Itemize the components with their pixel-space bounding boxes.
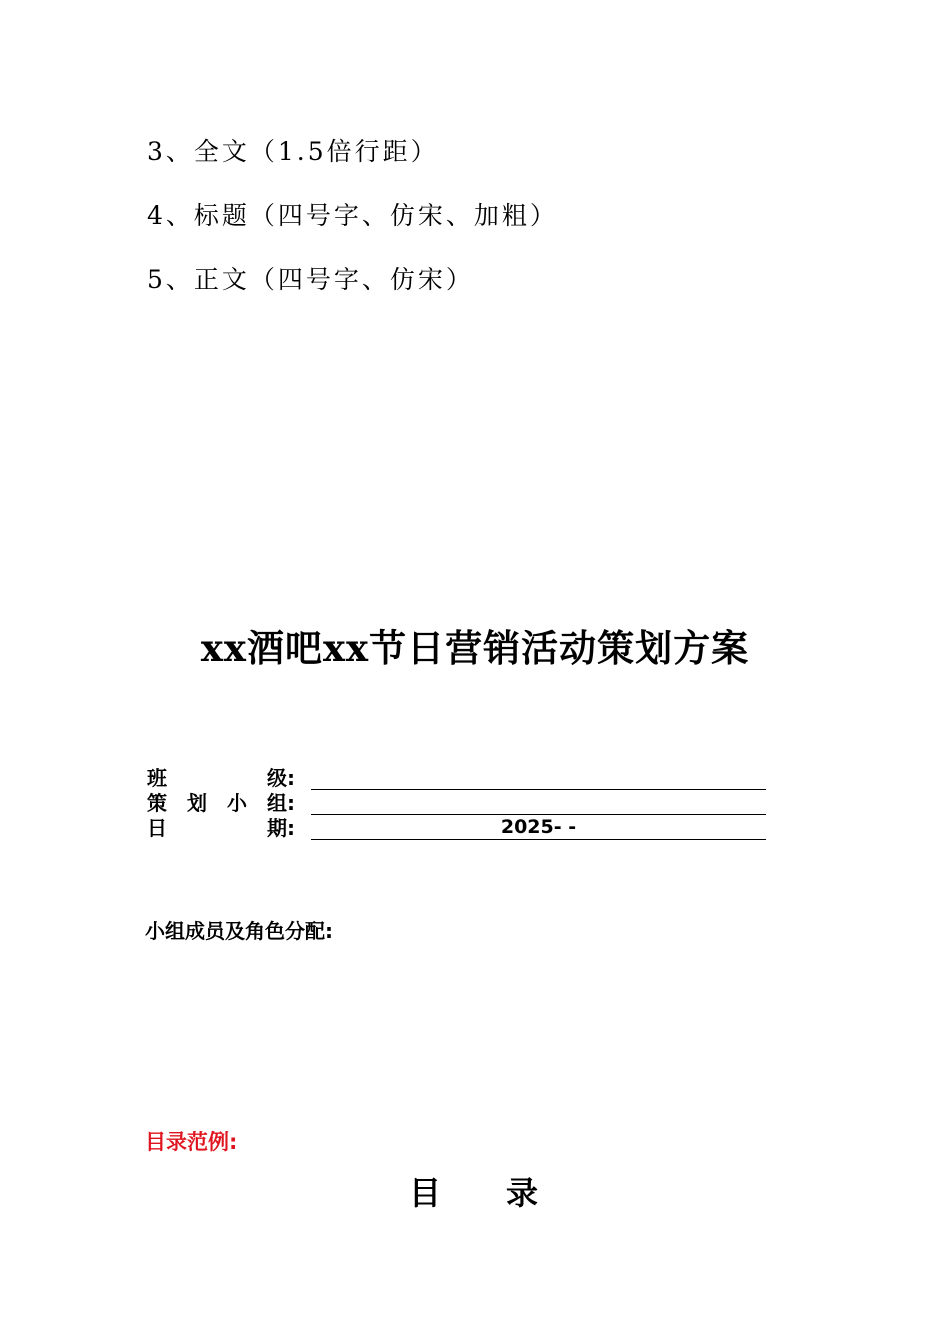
format-rule-body-font: 5、正文（四号字、仿宋） xyxy=(147,265,474,294)
date-label-char: 日 xyxy=(147,816,167,840)
class-label-char: 级 xyxy=(267,766,287,790)
toc-example-label: 目录范例: xyxy=(145,1130,238,1154)
date-label-char: 期 xyxy=(267,816,287,840)
format-rule-line-spacing: 3、全文（1.5倍行距） xyxy=(147,137,439,166)
toc-heading xyxy=(409,1168,538,1214)
toc-heading-char: 目 xyxy=(409,1174,442,1212)
date-label xyxy=(147,816,287,840)
plan-title: xx酒吧xx节日营销活动策划方案 xyxy=(200,626,750,670)
class-label xyxy=(147,766,287,790)
group-label-char: 组 xyxy=(267,791,287,815)
format-rule-title-font: 4、标题（四号字、仿宋、加粗） xyxy=(147,201,558,230)
date-colon: : xyxy=(287,816,295,840)
info-row-group xyxy=(147,791,767,817)
info-row-date xyxy=(147,816,767,842)
group-label-char: 策 xyxy=(147,791,167,815)
info-row-class xyxy=(147,766,767,792)
members-roles-label: 小组成员及角色分配: xyxy=(145,919,333,943)
group-label-char: 划 xyxy=(187,791,207,815)
group-field[interactable] xyxy=(311,791,766,815)
date-field[interactable]: 2025- - xyxy=(311,816,766,840)
class-colon: : xyxy=(287,766,295,790)
group-colon: : xyxy=(287,791,295,815)
group-label xyxy=(147,791,287,815)
group-label-char: 小 xyxy=(227,791,247,815)
class-field[interactable] xyxy=(311,766,766,790)
toc-heading-char: 录 xyxy=(506,1174,539,1212)
class-label-char: 班 xyxy=(147,766,167,790)
